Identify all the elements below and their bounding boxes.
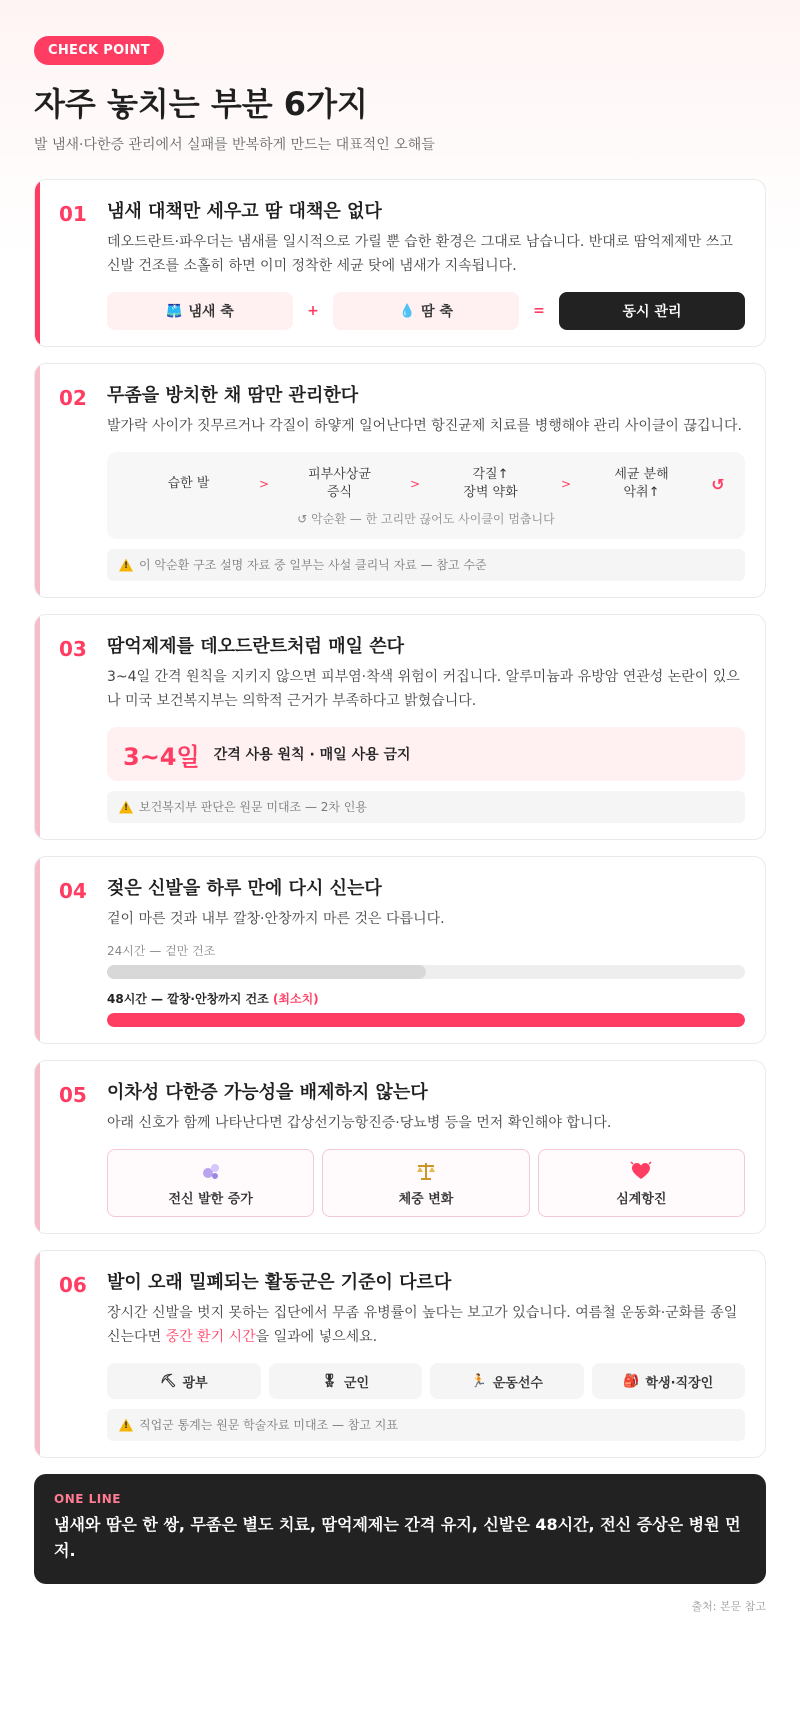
sweat-axis-label: 땀 축 — [421, 304, 454, 320]
cycle-step: 피부사상균 증식 — [308, 467, 371, 500]
equals-sign: = — [533, 303, 545, 319]
cycle-note: ↺ 악순환 — 한 고리만 끊어도 사이클이 멈춥니다 — [297, 512, 555, 526]
card-03 — [34, 614, 766, 840]
card-title: 땀억제제를 데오드란트처럼 매일 쓴다 — [107, 636, 405, 657]
group-soldier — [269, 1363, 423, 1399]
interval-callout — [107, 727, 745, 781]
arrow-icon: > — [409, 477, 421, 491]
vicious-cycle-diagram — [107, 452, 745, 539]
desc-text: 을 일과에 넣으세요. — [255, 1329, 378, 1345]
symptom-list — [107, 1149, 745, 1217]
bar-label-48h-suffix: (최소치) — [272, 992, 319, 1006]
desc-highlight: 중간 환기 시간 — [165, 1329, 256, 1345]
odor-axis-chip — [107, 292, 293, 330]
progress-track-24h — [107, 965, 745, 979]
group-label: 학생·직장인 — [645, 1375, 714, 1391]
card-title: 발이 오래 밀폐되는 활동군은 기준이 다르다 — [107, 1272, 452, 1293]
warning-icon — [119, 1419, 133, 1432]
one-line-summary — [34, 1474, 766, 1584]
bar-label-24h: 24시간 — 겉만 건조 — [107, 944, 216, 958]
progress-fill-48h — [107, 1013, 745, 1027]
page-title: 자주 놓치는 부분 6가지 — [34, 85, 368, 123]
cycle-step: 세균 분해 악취↑ — [614, 467, 669, 500]
arrow-icon: > — [258, 477, 270, 491]
bar-label-48h — [107, 991, 745, 1007]
odor-axis-label: 냄새 축 — [188, 304, 234, 320]
group-label: 군인 — [343, 1375, 370, 1391]
warning-text: 보건복지부 판단은 원문 미대조 — 2차 인용 — [139, 800, 367, 814]
group-label: 운동선수 — [492, 1375, 543, 1391]
bar-label-48h-text: 48시간 — 깔창·안창까지 건조 — [107, 992, 269, 1006]
group-label: 광부 — [182, 1375, 208, 1391]
card-title: 냄새 대책만 세우고 땀 대책은 없다 — [107, 201, 382, 222]
card-title: 젖은 신발을 하루 만에 다시 신는다 — [107, 878, 382, 899]
interval-value: 3~4일 — [123, 742, 200, 771]
symptom-item — [107, 1149, 314, 1217]
card-description: 아래 신호가 함께 나타난다면 갑상선기능항진증·당뇨병 등을 먼저 확인해야 합니다. — [107, 1115, 612, 1131]
progress-track-48h — [107, 1013, 745, 1027]
warning-text: 직업군 통계는 원문 학술자료 미대조 — 참고 지표 — [139, 1418, 398, 1432]
bubbles-icon — [200, 1160, 222, 1182]
result-chip: 동시 관리 — [559, 292, 745, 330]
warning-text: 이 악순환 구조 설명 자료 중 일부는 사설 클리닉 자료 — 참고 수준 — [139, 558, 487, 572]
group-athlete — [430, 1363, 584, 1399]
droplet-icon: 💧 — [398, 303, 416, 319]
desc-text: 장시간 신발을 벗지 못하는 집단에서 무좀 유병률이 높다는 보고가 있습니다. 여름철 운동화·군화를 종일 신는다면 — [107, 1305, 738, 1345]
card-number: 04 — [59, 879, 87, 903]
runner-icon: 🏃 — [470, 1373, 487, 1389]
backpack-icon: 🎒 — [623, 1373, 640, 1389]
cycle-step: 각질↑ 장벽 약화 — [463, 467, 518, 500]
group-miner — [107, 1363, 261, 1399]
progress-fill-24h — [107, 965, 426, 979]
card-title: 무좀을 방치한 채 땀만 관리한다 — [107, 385, 359, 406]
axis-equation — [107, 292, 745, 330]
page-subtitle: 발 냄새·다한증 관리에서 실패를 반복하게 만드는 대표적인 오해들 — [34, 137, 435, 153]
card-number: 06 — [59, 1273, 87, 1297]
warning-note — [107, 1409, 745, 1441]
card-number: 03 — [59, 637, 87, 661]
card-title: 이차성 다한증 가능성을 배제하지 않는다 — [107, 1082, 428, 1103]
card-description: 3~4일 간격 원칙을 지키지 않으면 피부염·착색 위험이 커집니다. 알루미늄과 유방암 연관성 논란이 있으나 미국 보건복지부는 의학적 근거가 부족하다고 밝혔습니다. — [107, 669, 740, 709]
sock-icon: 🩳 — [166, 303, 183, 319]
arrow-icon: > — [560, 477, 572, 491]
card-number: 02 — [59, 386, 87, 410]
card-number: 01 — [59, 202, 87, 226]
interval-text: 간격 사용 원칙 · 매일 사용 금지 — [213, 747, 411, 763]
card-05 — [34, 1060, 766, 1234]
card-description: 발가락 사이가 짓무르거나 각질이 하얗게 일어난다면 항진균제 치료를 병행해야 관리 사이클이 끊깁니다. — [107, 418, 742, 434]
activity-group-list — [107, 1363, 745, 1399]
source-note: 출처: 본문 참고 — [691, 1600, 766, 1613]
card-06 — [34, 1250, 766, 1458]
card-04 — [34, 856, 766, 1044]
heart-icon — [630, 1160, 652, 1182]
card-01 — [34, 179, 766, 347]
loop-icon: ↺ — [711, 474, 725, 494]
group-student-worker — [592, 1363, 746, 1399]
cycle-step: 습한 발 — [167, 476, 210, 491]
card-description: 데오드란트·파우더는 냄새를 일시적으로 가릴 뿐 습한 환경은 그대로 남습니다. 반대로 땀억제제만 쓰고 신발 건조를 소홀히 하면 이미 정착한 세균 탓에 냄새가 지속됩니다. — [107, 234, 733, 274]
card-number: 05 — [59, 1083, 87, 1107]
card-description — [107, 1301, 745, 1349]
symptom-item — [322, 1149, 529, 1217]
warning-note — [107, 791, 745, 823]
pickaxe-icon: ⛏ — [159, 1373, 177, 1389]
symptom-label: 심계항진 — [616, 1191, 667, 1207]
summary-text: 냄새와 땀은 한 쌍, 무좀은 별도 치료, 땀억제제는 간격 유지, 신발은 48시간, 전신 증상은 병원 먼저. — [54, 1515, 741, 1560]
card-description: 겉이 마른 것과 내부 깔창·안창까지 마른 것은 다릅니다. — [107, 911, 445, 927]
scale-icon — [415, 1160, 437, 1182]
card-02 — [34, 363, 766, 598]
card-list — [34, 179, 766, 1458]
symptom-item — [538, 1149, 745, 1217]
symptom-label: 체중 변화 — [398, 1191, 454, 1207]
warning-icon — [119, 801, 133, 814]
symptom-label: 전신 발한 증가 — [168, 1191, 253, 1207]
plus-sign: + — [307, 303, 319, 319]
warning-icon — [119, 559, 133, 572]
check-point-badge: CHECK POINT — [34, 36, 164, 65]
warning-note — [107, 549, 745, 581]
summary-tag: ONE LINE — [54, 1492, 121, 1506]
medal-icon: 🎖 — [321, 1373, 338, 1389]
sweat-axis-chip — [333, 292, 519, 330]
